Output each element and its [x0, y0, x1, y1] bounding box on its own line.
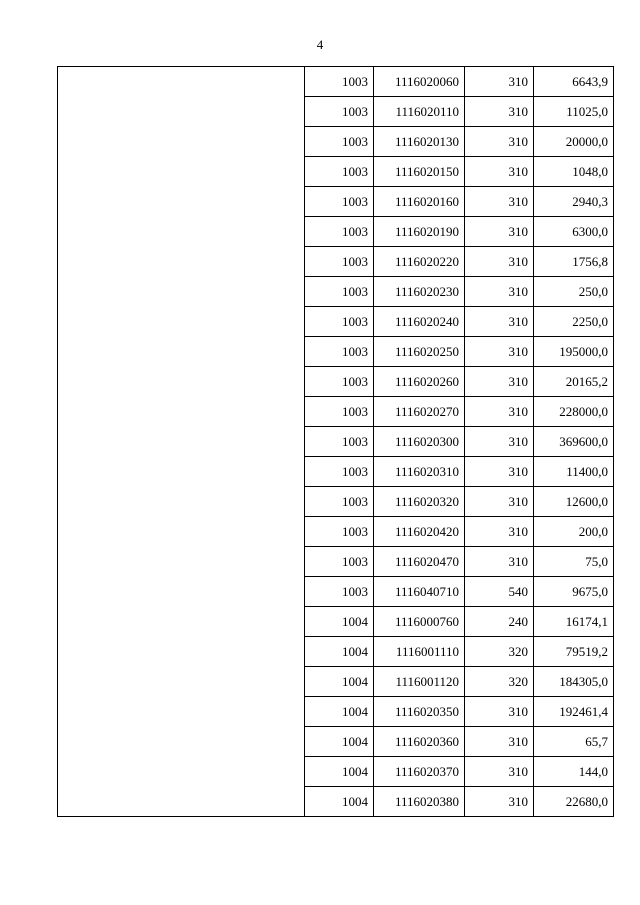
article-code-cell: 1116020250	[374, 337, 465, 367]
expense-type-cell: 310	[465, 307, 534, 337]
expense-type-cell: 310	[465, 727, 534, 757]
amount-cell: 2940,3	[534, 187, 614, 217]
amount-cell: 1048,0	[534, 157, 614, 187]
article-code-cell: 1116020350	[374, 697, 465, 727]
article-code-cell: 1116020220	[374, 247, 465, 277]
amount-cell: 144,0	[534, 757, 614, 787]
section-code-cell: 1004	[305, 757, 374, 787]
amount-cell: 2250,0	[534, 307, 614, 337]
expense-type-cell: 310	[465, 247, 534, 277]
article-code-cell: 1116020060	[374, 67, 465, 97]
amount-cell: 16174,1	[534, 607, 614, 637]
expense-type-cell: 310	[465, 67, 534, 97]
expense-type-cell: 310	[465, 517, 534, 547]
name-cell	[58, 67, 305, 817]
expense-type-cell: 310	[465, 757, 534, 787]
article-code-cell: 1116020370	[374, 757, 465, 787]
section-code-cell: 1003	[305, 427, 374, 457]
expense-type-cell: 310	[465, 457, 534, 487]
amount-cell: 75,0	[534, 547, 614, 577]
section-code-cell: 1004	[305, 667, 374, 697]
article-code-cell: 1116020310	[374, 457, 465, 487]
article-code-cell: 1116020160	[374, 187, 465, 217]
amount-cell: 192461,4	[534, 697, 614, 727]
section-code-cell: 1003	[305, 457, 374, 487]
article-code-cell: 1116020380	[374, 787, 465, 817]
amount-cell: 6643,9	[534, 67, 614, 97]
expense-type-cell: 310	[465, 337, 534, 367]
table-body	[58, 67, 614, 817]
amount-cell: 22680,0	[534, 787, 614, 817]
expense-type-cell: 310	[465, 187, 534, 217]
article-code-cell: 1116001110	[374, 637, 465, 667]
expense-type-cell: 310	[465, 787, 534, 817]
section-code-cell: 1003	[305, 97, 374, 127]
article-code-cell: 1116020270	[374, 397, 465, 427]
expense-type-cell: 310	[465, 217, 534, 247]
expense-type-cell: 240	[465, 607, 534, 637]
section-code-cell: 1004	[305, 607, 374, 637]
amount-cell: 11400,0	[534, 457, 614, 487]
article-code-cell: 1116020300	[374, 427, 465, 457]
expense-type-cell: 310	[465, 277, 534, 307]
section-code-cell: 1003	[305, 157, 374, 187]
amount-cell: 369600,0	[534, 427, 614, 457]
expense-type-cell: 310	[465, 97, 534, 127]
amount-cell: 1756,8	[534, 247, 614, 277]
expense-type-cell: 310	[465, 367, 534, 397]
section-code-cell: 1003	[305, 397, 374, 427]
expense-type-cell: 320	[465, 637, 534, 667]
expense-type-cell: 310	[465, 127, 534, 157]
section-code-cell: 1003	[305, 247, 374, 277]
section-code-cell: 1003	[305, 547, 374, 577]
amount-cell: 184305,0	[534, 667, 614, 697]
article-code-cell: 1116020240	[374, 307, 465, 337]
section-code-cell: 1003	[305, 577, 374, 607]
amount-cell: 6300,0	[534, 217, 614, 247]
article-code-cell: 1116020150	[374, 157, 465, 187]
section-code-cell: 1004	[305, 637, 374, 667]
article-code-cell: 1116020190	[374, 217, 465, 247]
article-code-cell: 1116020260	[374, 367, 465, 397]
section-code-cell: 1004	[305, 697, 374, 727]
amount-cell: 79519,2	[534, 637, 614, 667]
section-code-cell: 1003	[305, 337, 374, 367]
article-code-cell: 1116020110	[374, 97, 465, 127]
amount-cell: 9675,0	[534, 577, 614, 607]
section-code-cell: 1004	[305, 727, 374, 757]
budget-table	[57, 66, 614, 817]
expense-type-cell: 310	[465, 427, 534, 457]
expense-type-cell: 540	[465, 577, 534, 607]
amount-cell: 250,0	[534, 277, 614, 307]
article-code-cell: 1116020320	[374, 487, 465, 517]
amount-cell: 20000,0	[534, 127, 614, 157]
expense-type-cell: 310	[465, 547, 534, 577]
section-code-cell: 1003	[305, 307, 374, 337]
article-code-cell: 1116020470	[374, 547, 465, 577]
section-code-cell: 1003	[305, 487, 374, 517]
expense-type-cell: 320	[465, 667, 534, 697]
amount-cell: 200,0	[534, 517, 614, 547]
amount-cell: 20165,2	[534, 367, 614, 397]
section-code-cell: 1003	[305, 67, 374, 97]
expense-type-cell: 310	[465, 157, 534, 187]
section-code-cell: 1004	[305, 787, 374, 817]
page-number: 4	[316, 37, 324, 52]
article-code-cell: 1116020230	[374, 277, 465, 307]
section-code-cell: 1003	[305, 367, 374, 397]
article-code-cell: 1116020360	[374, 727, 465, 757]
expense-type-cell: 310	[465, 697, 534, 727]
article-code-cell: 1116000760	[374, 607, 465, 637]
amount-cell: 65,7	[534, 727, 614, 757]
article-code-cell: 1116020130	[374, 127, 465, 157]
section-code-cell: 1003	[305, 187, 374, 217]
section-code-cell: 1003	[305, 517, 374, 547]
article-code-cell: 1116020420	[374, 517, 465, 547]
amount-cell: 11025,0	[534, 97, 614, 127]
expense-type-cell: 310	[465, 487, 534, 517]
expense-type-cell: 310	[465, 397, 534, 427]
article-code-cell: 1116040710	[374, 577, 465, 607]
amount-cell: 228000,0	[534, 397, 614, 427]
section-code-cell: 1003	[305, 217, 374, 247]
section-code-cell: 1003	[305, 277, 374, 307]
article-code-cell: 1116001120	[374, 667, 465, 697]
section-code-cell: 1003	[305, 127, 374, 157]
amount-cell: 195000,0	[534, 337, 614, 367]
table-row	[58, 67, 614, 97]
amount-cell: 12600,0	[534, 487, 614, 517]
